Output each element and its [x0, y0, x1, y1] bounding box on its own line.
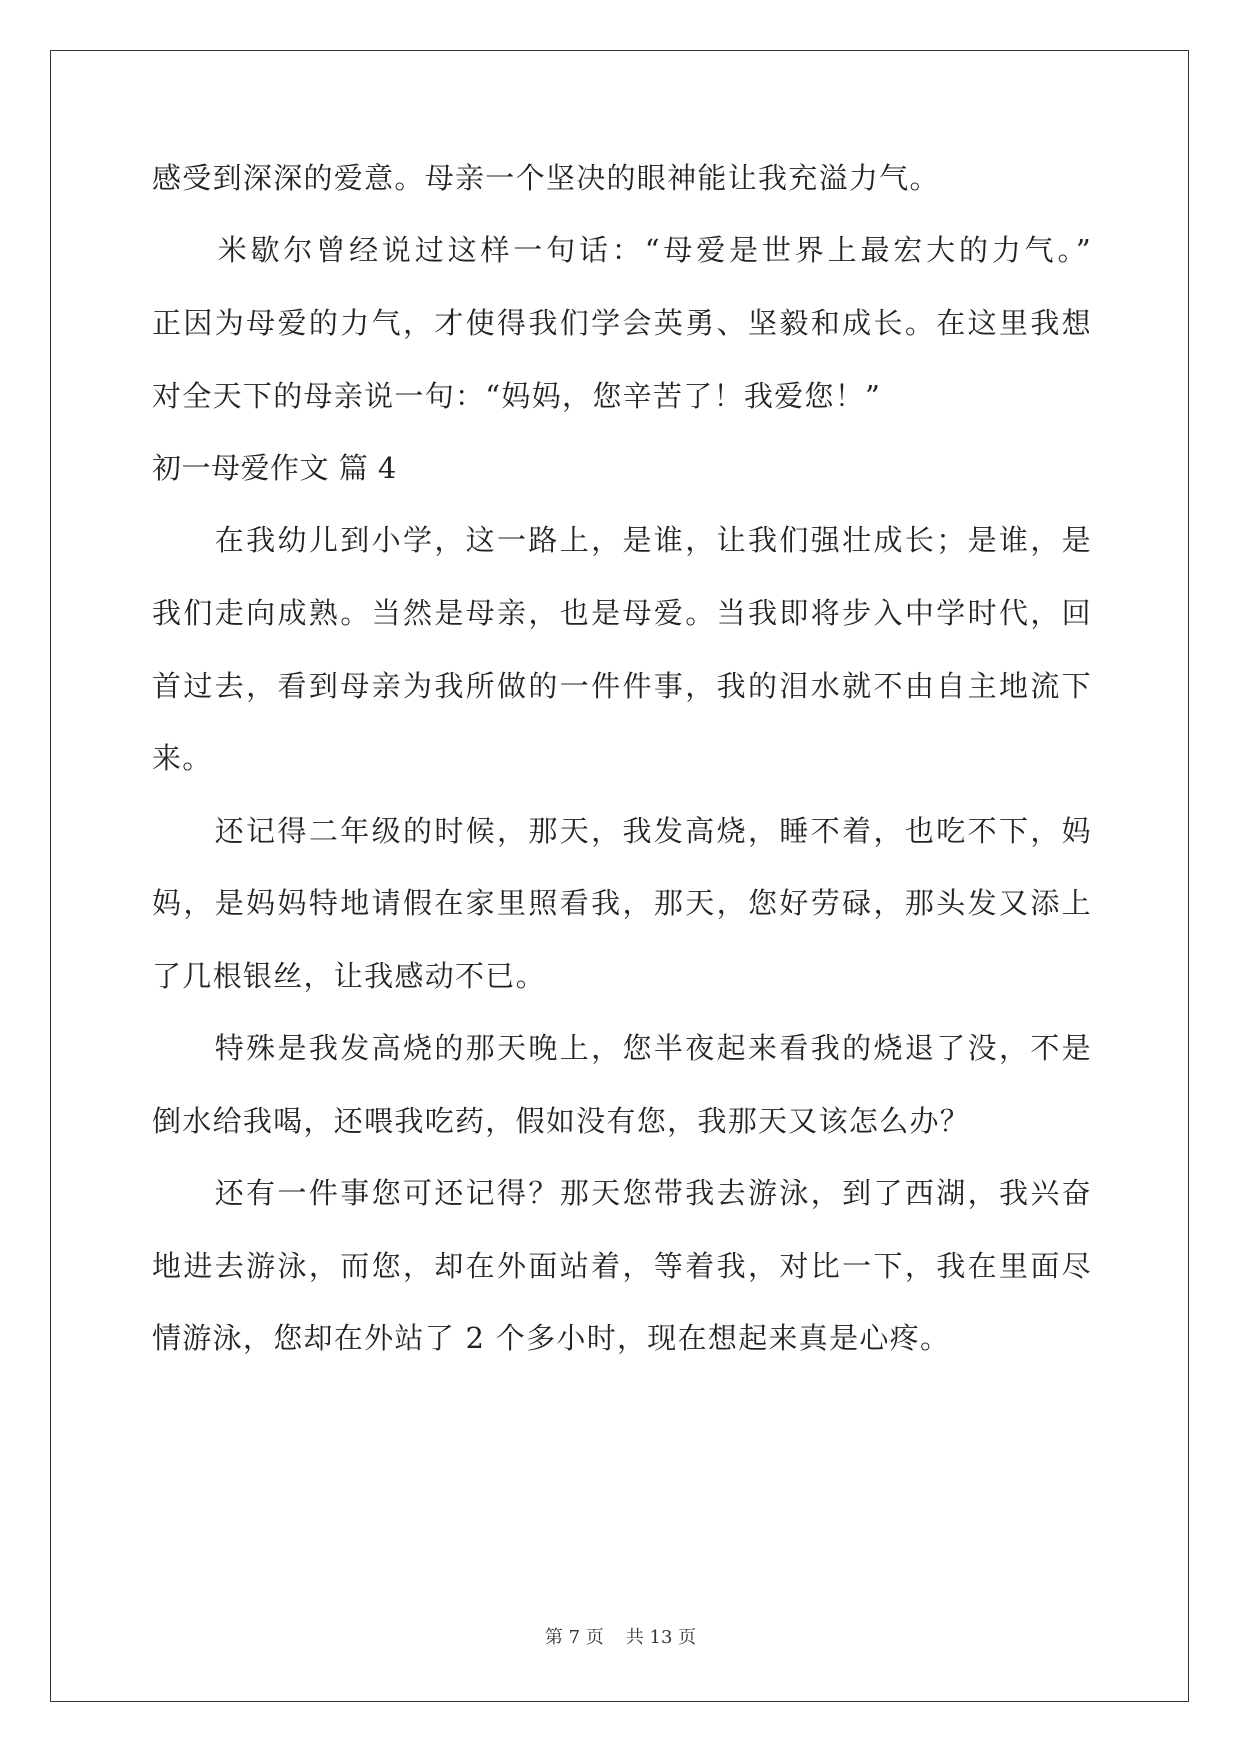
text-line: 感受到深深的爱意。母亲一个坚决的眼神能让我充溢力气。	[152, 161, 940, 195]
page-frame	[50, 50, 1189, 1702]
text-line: 在我幼儿到小学，这一路上，是谁，让我们强壮成长；是谁，是	[152, 523, 1092, 557]
text-line: 地进去游泳，而您，却在外面站着，等着我，对比一下，我在里面尽	[152, 1249, 1092, 1283]
text-line: 米歇尔曾经说过这样一句话：“母爱是世界上最宏大的力气。”	[152, 233, 1092, 267]
page-footer	[0, 1626, 1241, 1650]
text-line: 倒水给我喝，还喂我吃药，假如没有您，我那天又该怎么办？	[152, 1104, 971, 1138]
text-line: 妈，是妈妈特地请假在家里照看我，那天，您好劳碌，那头发又添上	[152, 886, 1092, 920]
text-line: 还记得二年级的时候，那天，我发高烧，睡不着，也吃不下，妈	[152, 814, 1092, 848]
text-line: 首过去，看到母亲为我所做的一件件事，我的泪水就不由自主地流下	[152, 669, 1092, 703]
text-line: 还有一件事您可还记得？那天您带我去游泳，到了西湖，我兴奋	[152, 1176, 1092, 1210]
text-line: 特殊是我发高烧的那天晚上，您半夜起来看我的烧退了没，不是	[152, 1031, 1092, 1065]
text-line: 情游泳，您却在外站了 2 个多小时，现在想起来真是心疼。	[152, 1321, 951, 1355]
text-line: 来。	[152, 741, 213, 775]
text-line: 了几根银丝，让我感动不已。	[152, 959, 546, 993]
section-heading: 初一母爱作文 篇 4	[152, 451, 397, 485]
text-line: 我们走向成熟。当然是母亲，也是母爱。当我即将步入中学时代，回	[152, 596, 1092, 630]
page-total: 共 13 页	[625, 1627, 697, 1648]
text-line: 正因为母爱的力气，才使得我们学会英勇、坚毅和成长。在这里我想	[152, 306, 1092, 340]
page-number: 第 7 页	[544, 1627, 604, 1648]
text-line: 对全天下的母亲说一句：“妈妈，您辛苦了！我爱您！”	[152, 379, 882, 413]
